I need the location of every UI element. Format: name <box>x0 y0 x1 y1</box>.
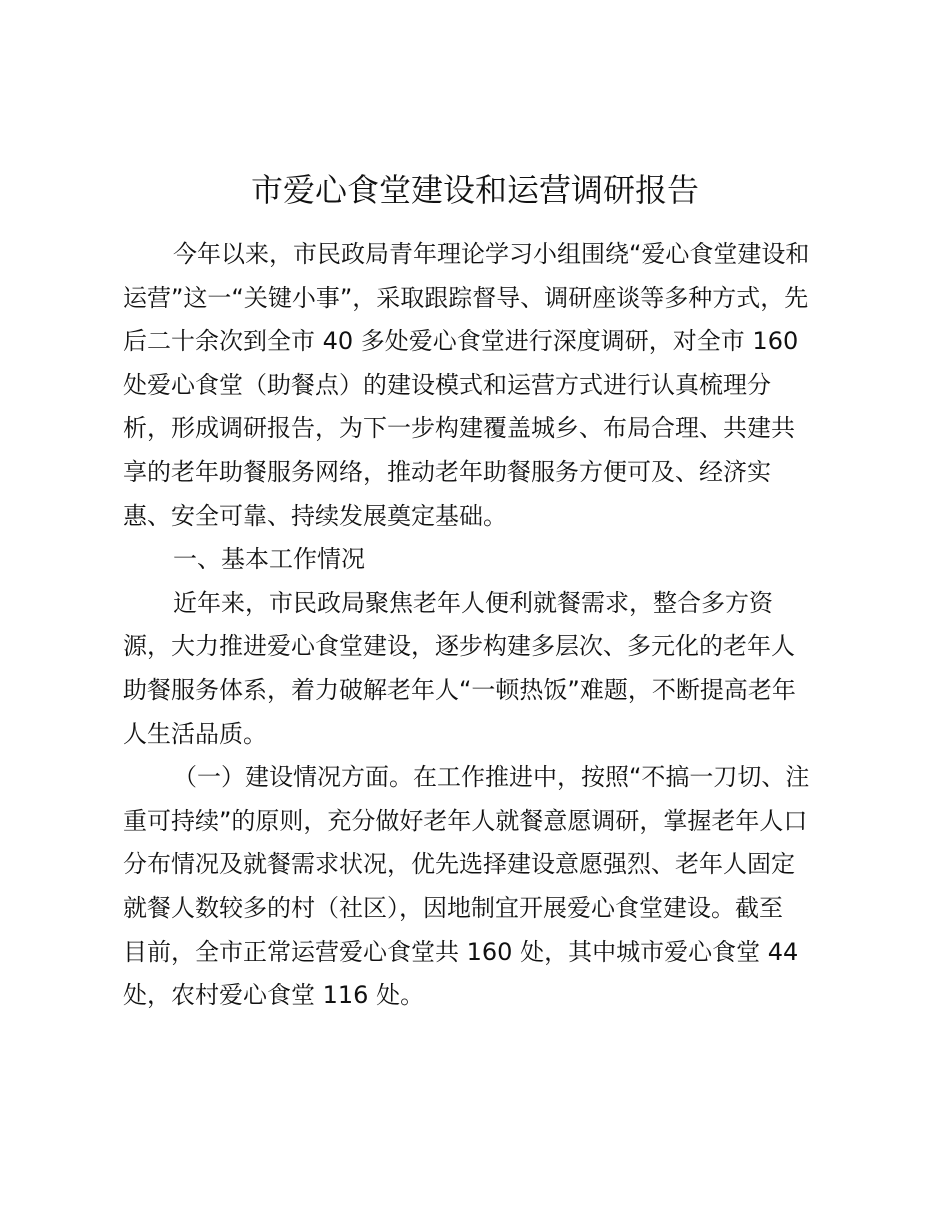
paragraph-line: 人生活品质。 <box>123 719 267 748</box>
paragraph-line: 惠、安全可靠、持续发展奠定基础。 <box>123 501 507 530</box>
document-title: 市爱心食堂建设和运营调研报告 <box>250 171 699 209</box>
paragraph-line: （一）建设情况方面。在工作推进中，按照“不搞一刀切、注 <box>173 763 810 792</box>
paragraph-line: 助餐服务体系，着力破解老年人“一顿热饭”难题，不断提高老年 <box>123 675 796 704</box>
paragraph-line: 析，形成调研报告，为下一步构建覆盖城乡、布局合理、共建共 <box>123 414 795 443</box>
paragraph-intro <box>123 233 835 538</box>
section-heading <box>123 538 835 582</box>
paragraph-line: 目前，全市正常运营爱心食堂共 160 处，其中城市爱心食堂 44 <box>123 937 799 966</box>
paragraph-line: 享的老年助餐服务网络，推动老年助餐服务方便可及、经济实 <box>123 457 771 486</box>
paragraph-line: 处爱心食堂（助餐点）的建设模式和运营方式进行认真梳理分 <box>123 370 771 399</box>
paragraph-line: 今年以来，市民政局青年理论学习小组围绕“爱心食堂建设和 <box>173 240 810 268</box>
paragraph-line: 源，大力推进爱心食堂建设，逐步构建多层次、多元化的老年人 <box>123 632 795 661</box>
paragraph-line: 近年来，市民政局聚焦老年人便利就餐需求，整合多方资 <box>173 588 773 617</box>
paragraph-line: 重可持续”的原则，充分做好老年人就餐意愿调研，掌握老年人口 <box>123 806 808 835</box>
paragraph-line: 后二十余次到全市 40 多处爱心食堂进行深度调研，对全市 160 <box>123 327 799 356</box>
paragraph-basic-situation <box>123 582 835 756</box>
section-heading-text: 一、基本工作情况 <box>173 545 365 574</box>
paragraph-line: 处，农村爱心食堂 116 处。 <box>123 981 425 1010</box>
document-body <box>123 233 835 1018</box>
paragraph-line: 运营”这一“关键小事”，采取跟踪督导、调研座谈等多种方式，先 <box>123 283 809 312</box>
paragraph-line: 分布情况及就餐需求状况，优先选择建设意愿强烈、老年人固定 <box>123 850 795 879</box>
paragraph-construction <box>123 756 835 1018</box>
paragraph-line: 就餐人数较多的村（社区），因地制宜开展爱心食堂建设。截至 <box>123 893 783 922</box>
